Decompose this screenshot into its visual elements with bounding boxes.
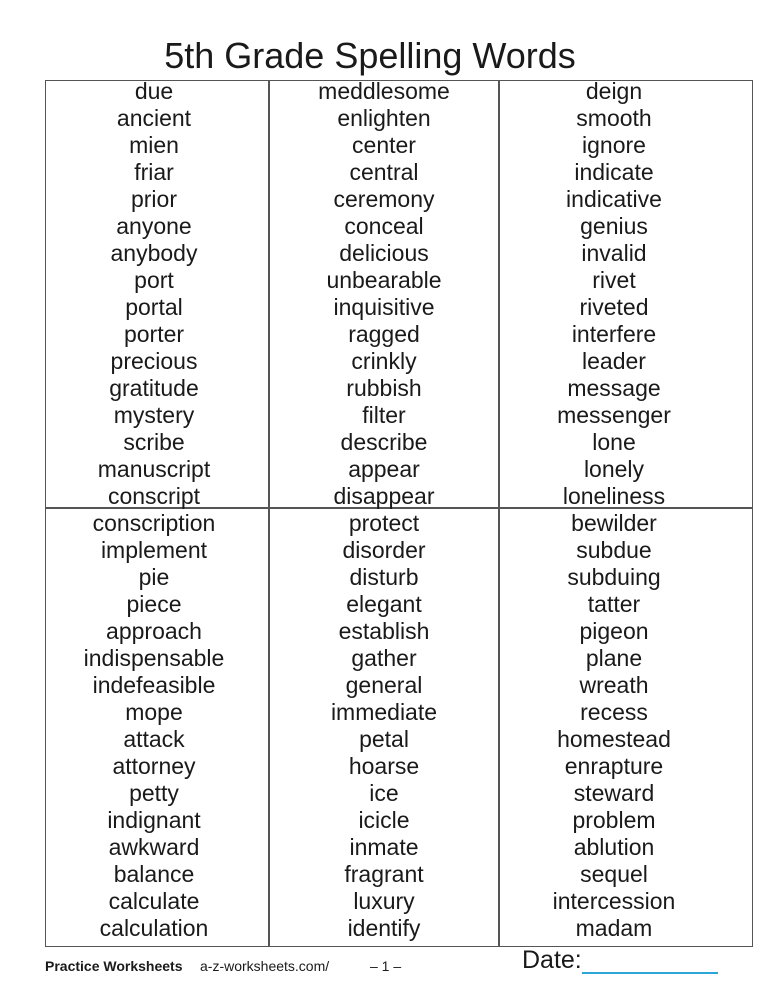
spelling-word: describe (340, 429, 428, 455)
spelling-word: indignant (107, 807, 201, 833)
spelling-word: disorder (342, 537, 426, 563)
spelling-word: inquisitive (333, 294, 435, 320)
spelling-word: calculate (108, 888, 200, 914)
spelling-word: approach (106, 618, 202, 644)
spelling-word: awkward (108, 834, 200, 860)
date-blank-line (582, 972, 718, 974)
word-column-2 (269, 78, 499, 942)
spelling-word: steward (573, 780, 655, 806)
spelling-word: anybody (110, 240, 198, 266)
spelling-word: plane (585, 645, 643, 671)
spelling-word: subduing (567, 564, 661, 590)
spelling-word: establish (338, 618, 430, 644)
spelling-word: indicative (566, 186, 662, 212)
spelling-word: messenger (557, 402, 671, 428)
spelling-word: homestead (557, 726, 671, 752)
spelling-word: filter (362, 402, 406, 428)
footer-brand: Practice Worksheets (45, 958, 183, 974)
page-number: – 1 – (370, 958, 402, 974)
spelling-word: pigeon (579, 618, 649, 644)
spelling-word: rubbish (346, 375, 422, 401)
spelling-word: immediate (330, 699, 438, 725)
spelling-word: ignore (582, 132, 646, 158)
spelling-word: enrapture (564, 753, 664, 779)
spelling-word: indispensable (83, 645, 225, 671)
spelling-word: lonely (583, 456, 645, 482)
spelling-word: elegant (346, 591, 422, 617)
spelling-word: ceremony (333, 186, 435, 212)
spelling-word: petal (359, 726, 409, 752)
spelling-word: port (134, 267, 174, 293)
spelling-word: indefeasible (92, 672, 216, 698)
spelling-word: porter (123, 321, 185, 347)
spelling-word: deign (585, 78, 643, 104)
spelling-word: meddlesome (318, 78, 450, 104)
spelling-word: ancient (116, 105, 192, 131)
spelling-word: mystery (113, 402, 195, 428)
spelling-word: recess (580, 699, 648, 725)
spelling-word: genius (580, 213, 648, 239)
spelling-word: mien (129, 132, 179, 158)
spelling-word: conceal (344, 213, 424, 239)
spelling-word: ragged (348, 321, 420, 347)
spelling-word: protect (348, 510, 420, 536)
spelling-word: anyone (116, 213, 192, 239)
spelling-word: petty (129, 780, 179, 806)
spelling-word: indicate (574, 159, 654, 185)
spelling-word: gather (351, 645, 417, 671)
spelling-word: center (352, 132, 416, 158)
spelling-word: madam (575, 915, 653, 941)
spelling-word: due (134, 78, 174, 104)
footer-site: a-z-worksheets.com/ (200, 958, 330, 974)
spelling-word: delicious (339, 240, 429, 266)
spelling-word: sequel (580, 861, 648, 887)
spelling-word: leader (582, 348, 646, 374)
word-column-3 (499, 78, 729, 942)
spelling-word: riveted (579, 294, 649, 320)
spelling-word: interfere (571, 321, 657, 347)
spelling-word: disturb (349, 564, 419, 590)
page-title: 5th Grade Spelling Words (164, 35, 576, 76)
spelling-word: invalid (581, 240, 647, 266)
spelling-word: subdue (576, 537, 652, 563)
spelling-word: enlighten (337, 105, 431, 131)
spelling-word: friar (134, 159, 174, 185)
spelling-word: disappear (333, 483, 435, 509)
spelling-word: calculation (99, 915, 209, 941)
spelling-word: manuscript (97, 456, 211, 482)
spelling-word: ablution (573, 834, 655, 860)
spelling-word: problem (572, 807, 656, 833)
spelling-word: central (349, 159, 419, 185)
spelling-word: pie (138, 564, 170, 590)
spelling-word: wreath (579, 672, 649, 698)
spelling-word: intercession (552, 888, 676, 914)
spelling-word: luxury (353, 888, 415, 914)
spelling-word: smooth (576, 105, 652, 131)
spelling-word: precious (110, 348, 198, 374)
spelling-word: conscript (107, 483, 201, 509)
spelling-word: message (567, 375, 661, 401)
spelling-word: general (345, 672, 423, 698)
word-column-1 (39, 78, 269, 942)
spelling-word: attack (123, 726, 185, 752)
spelling-word: appear (348, 456, 420, 482)
spelling-word: rivet (592, 267, 636, 293)
spelling-word: unbearable (326, 267, 442, 293)
spelling-word: portal (125, 294, 183, 320)
spelling-word: attorney (112, 753, 196, 779)
spelling-word: hoarse (348, 753, 420, 779)
spelling-word: scribe (123, 429, 185, 455)
spelling-word: crinkly (351, 348, 417, 374)
spelling-word: balance (113, 861, 195, 887)
spelling-word: ice (369, 780, 399, 806)
spelling-word: icicle (358, 807, 410, 833)
spelling-word: lone (592, 429, 636, 455)
spelling-word: inmate (349, 834, 419, 860)
spelling-word: prior (130, 186, 177, 212)
date-label: Date: (522, 946, 582, 974)
spelling-word: mope (125, 699, 183, 725)
spelling-word: gratitude (109, 375, 199, 401)
spelling-word: tatter (587, 591, 641, 617)
spelling-word: identify (347, 915, 421, 941)
spelling-word: bewilder (571, 510, 657, 536)
spelling-word: fragrant (344, 861, 424, 887)
spelling-word: conscription (92, 510, 216, 536)
spelling-word: implement (100, 537, 208, 563)
spelling-word: loneliness (562, 483, 666, 509)
spelling-word: piece (126, 591, 182, 617)
